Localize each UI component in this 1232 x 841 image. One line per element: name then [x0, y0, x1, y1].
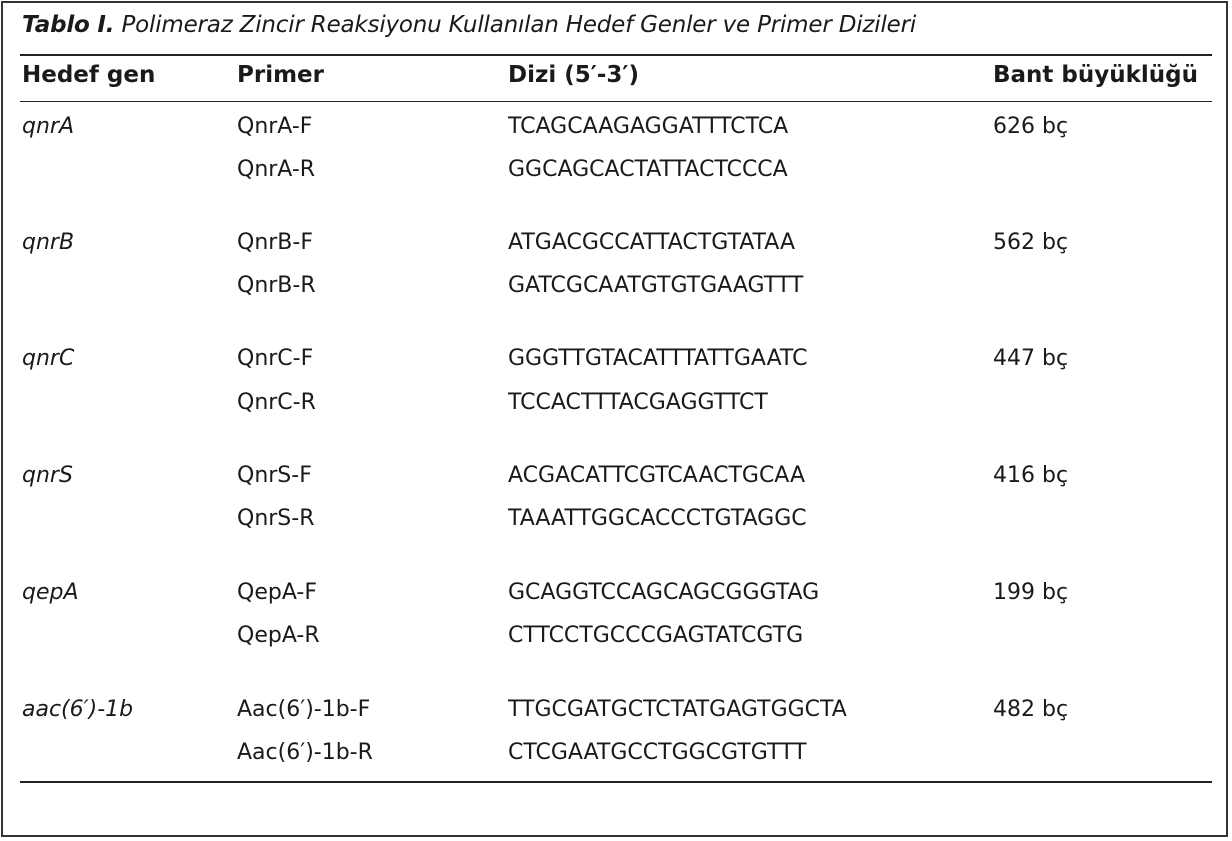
table-top-rule [20, 54, 1212, 56]
sequence-cell: ATGACGCCATTACTGTATAA [508, 230, 795, 255]
gene-cell: aac(6′)-1b [22, 697, 134, 722]
gene-cell: qepA [22, 580, 79, 605]
caption-text: Polimeraz Zincir Reaksiyonu Kullanılan Hedef Genler ve Primer Dizileri [121, 12, 917, 38]
primer-name-cell: QnrS-F [237, 463, 312, 488]
gene-cell: qnrC [22, 346, 75, 371]
band-size-cell: 416 bç [993, 463, 1069, 488]
primer-name-cell: QnrA-F [237, 114, 313, 139]
header-hedef-gen: Hedef gen [22, 62, 156, 88]
primer-name-cell: QepA-R [237, 623, 320, 648]
primer-name-cell: QnrA-R [237, 157, 316, 182]
sequence-cell: TAAATTGGCACCCTGTAGGC [508, 506, 807, 531]
primer-name-cell: QepA-F [237, 580, 317, 605]
sequence-cell: GGGTTGTACATTTATTGAATC [508, 346, 808, 371]
sequence-cell: TTGCGATGCTCTATGAGTGGCTA [508, 697, 847, 722]
caption-label: Tablo I. [22, 12, 115, 38]
header-primer: Primer [237, 62, 324, 88]
table-header-rule [20, 101, 1212, 102]
table-bottom-rule [20, 781, 1212, 783]
band-size-cell: 447 bç [993, 346, 1069, 371]
sequence-cell: GATCGCAATGTGTGAAGTTT [508, 273, 804, 298]
primer-name-cell: QnrC-F [237, 346, 314, 371]
primer-name-cell: Aac(6′)-1b-R [237, 740, 373, 765]
sequence-cell: TCCACTTTACGAGGTTCT [508, 390, 768, 415]
band-size-cell: 562 bç [993, 230, 1069, 255]
sequence-cell: GGCAGCACTATTACTCCCA [508, 157, 788, 182]
band-size-cell: 482 bç [993, 697, 1069, 722]
header-bant-buyuklugu: Bant büyüklüğü [993, 62, 1199, 88]
band-size-cell: 199 bç [993, 580, 1069, 605]
header-dizi: Dizi (5′-3′) [508, 62, 639, 88]
sequence-cell: TCAGCAAGAGGATTTCTCA [508, 114, 789, 139]
primer-name-cell: QnrS-R [237, 506, 315, 531]
sequence-cell: CTTCCTGCCCGAGTATCGTG [508, 623, 804, 648]
primer-name-cell: QnrB-F [237, 230, 313, 255]
table-caption [22, 12, 916, 38]
primer-name-cell: QnrB-R [237, 273, 316, 298]
band-size-cell: 626 bç [993, 114, 1069, 139]
sequence-cell: GCAGGTCCAGCAGCGGGTAG [508, 580, 820, 605]
primer-name-cell: Aac(6′)-1b-F [237, 697, 371, 722]
sequence-cell: ACGACATTCGTCAACTGCAA [508, 463, 806, 488]
gene-cell: qnrS [22, 463, 73, 488]
primer-name-cell: QnrC-R [237, 390, 316, 415]
gene-cell: qnrB [22, 230, 75, 255]
gene-cell: qnrA [22, 114, 75, 139]
sequence-cell: CTCGAATGCCTGGCGTGTTT [508, 740, 807, 765]
